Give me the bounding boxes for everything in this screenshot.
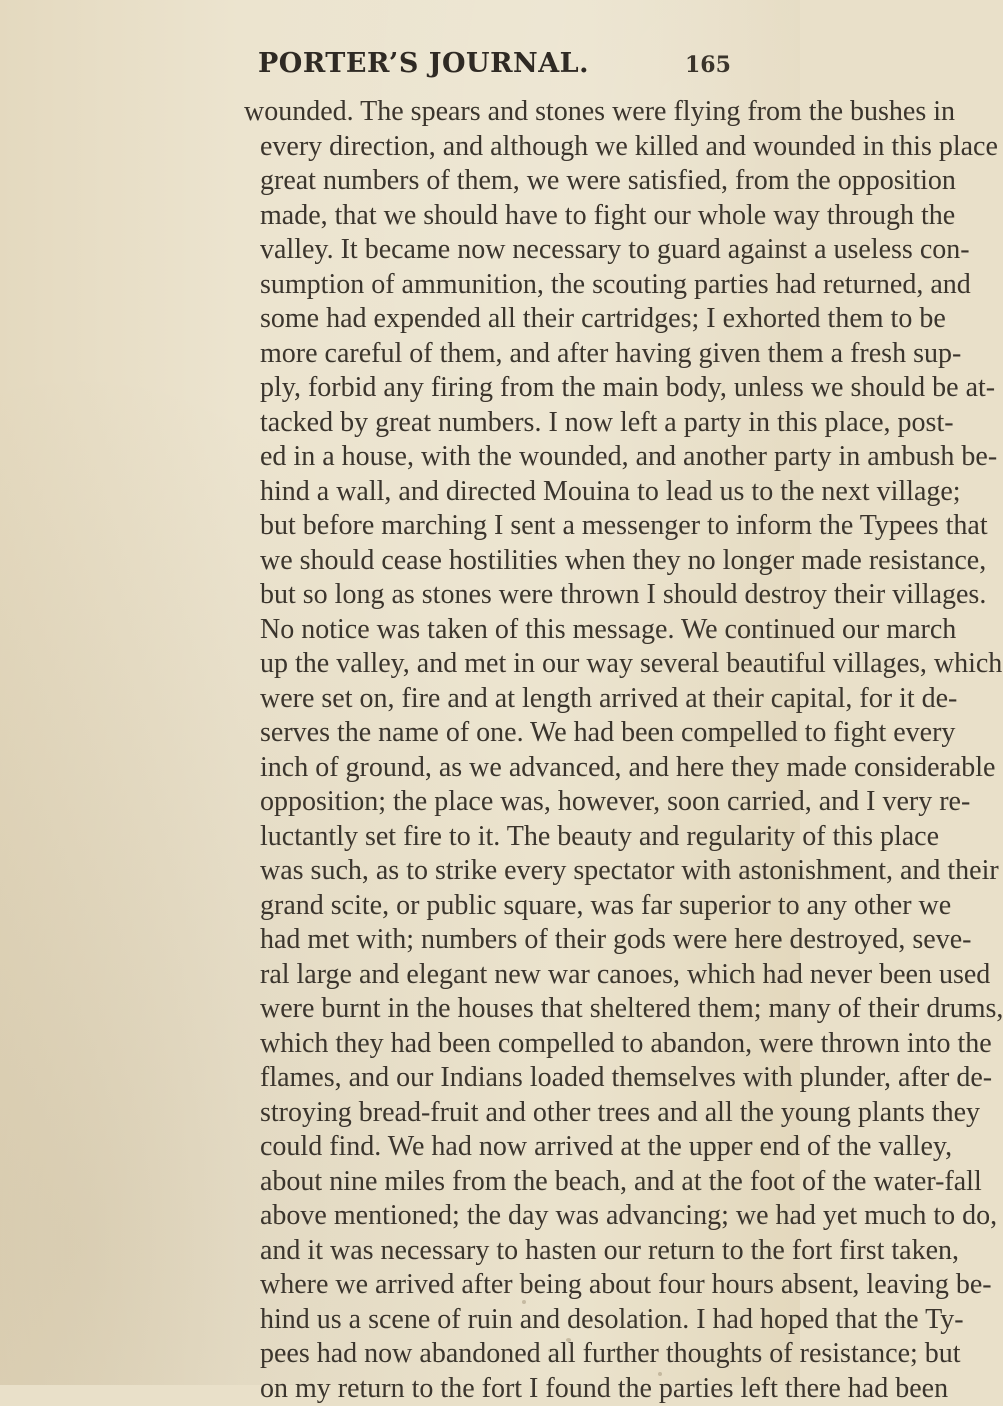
- text-line: grand scite, or public square, was far superior to any other we: [260, 889, 952, 921]
- paper-speck: [522, 1300, 526, 1304]
- text-line: which they had been compelled to abandon, were thrown into the: [260, 1027, 992, 1059]
- text-line: but so long as stones were thrown I should destroy their villages.: [260, 579, 987, 610]
- text-line: some had expended all their cartridges; I exhorted them to be: [260, 303, 946, 334]
- text-line: and it was necessary to hasten our return to the fort first taken,: [260, 1234, 960, 1266]
- text-line: above mentioned; the day was advancing; we had yet much to do,: [260, 1200, 998, 1231]
- text-line: wounded. The spears and stones were flying from the bushes in: [244, 96, 955, 127]
- text-line: made, that we should have to fight our whole way through the: [260, 199, 956, 231]
- text-line: hind a wall, and directed Mouina to lead us to the next village;: [260, 475, 961, 507]
- text-line: No notice was taken of this message. We continued our march: [260, 613, 957, 645]
- text-line: where we arrived after being about four hours absent, leaving be-: [260, 1269, 992, 1300]
- text-line: stroying bread-fruit and other trees and all the young plants they: [260, 1096, 981, 1128]
- text-line: ral large and elegant new war canoes, which had never been used: [260, 958, 991, 990]
- text-line: flames, and our Indians loaded themselves with plunder, after de-: [260, 1062, 993, 1093]
- text-line: luctantly set fire to it. The beauty and regularity of this place: [260, 820, 940, 852]
- text-line: opposition; the place was, however, soon carried, and I very re-: [260, 786, 971, 817]
- running-head-title: PORTER’S JOURNAL.: [258, 48, 590, 79]
- text-line: had met with; numbers of their gods were here destroyed, seve-: [260, 924, 972, 955]
- text-line: sumption of ammunition, the scouting parties had returned, and: [260, 268, 971, 300]
- text-line: great numbers of them, we were satisfied, from the opposition: [260, 165, 956, 196]
- page-number: 165: [685, 52, 731, 78]
- text-line: were burnt in the houses that sheltered them; many of their drums,: [260, 993, 1003, 1024]
- text-line: pees had now abandoned all further thoughts of resistance; but: [260, 1338, 961, 1369]
- text-line: hind us a scene of ruin and desolation. I had hoped that the Ty-: [260, 1303, 964, 1335]
- text-line: about nine miles from the beach, and at the foot of the water-fall: [260, 1165, 982, 1197]
- text-line: every direction, and although we killed and wounded in this place: [260, 130, 998, 162]
- text-line: were set on, fire and at length arrived at their capital, for it de-: [260, 682, 958, 714]
- paper-speck: [548, 1349, 554, 1352]
- text-line: tacked by great numbers. I now left a party in this place, post-: [260, 406, 954, 438]
- text-line: inch of ground, as we advanced, and here they made considerable: [260, 751, 996, 783]
- text-line: we should cease hostilities when they no longer made resistance,: [260, 544, 987, 576]
- text-line: up the valley, and met in our way several beautiful villages, which: [260, 648, 1003, 679]
- text-line: but before marching I sent a messenger to inform the Typees that: [260, 510, 988, 541]
- text-line: could find. We had now arrived at the upper end of the valley,: [260, 1131, 953, 1162]
- text-line: serves the name of one. We had been compelled to fight every: [260, 717, 956, 748]
- paper-speck: [658, 1372, 662, 1376]
- text-line: on my return to the fort I found the parties left there had been: [260, 1372, 949, 1404]
- text-line: more careful of them, and after having given them a fresh sup-: [260, 337, 962, 369]
- text-line: valley. It became now necessary to guard against a useless con-: [260, 234, 970, 265]
- text-line: ed in a house, with the wounded, and another party in ambush be-: [260, 441, 998, 472]
- paper-speck: [566, 1338, 571, 1342]
- text-line: was such, as to strike every spectator with astonishment, and their: [260, 855, 999, 886]
- text-line: ply, forbid any firing from the main body, unless we should be at-: [260, 372, 996, 403]
